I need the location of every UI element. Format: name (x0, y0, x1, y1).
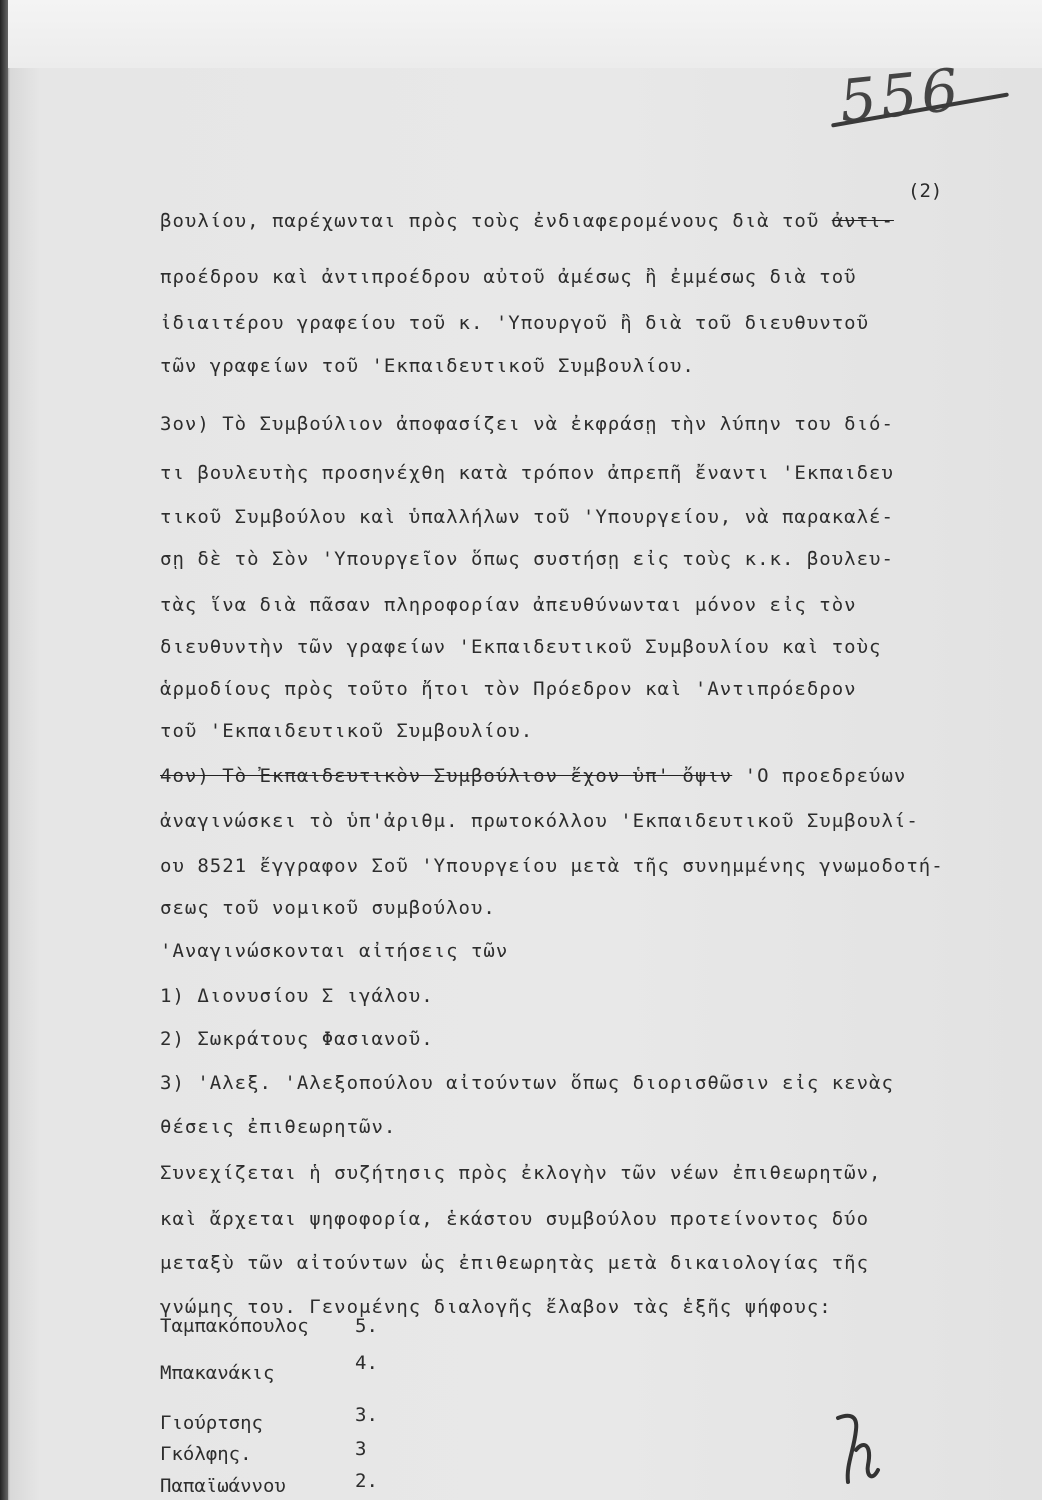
text-line-14: ἀναγινώσκει τὸ ὑπ'ἀριθμ. πρωτοκόλλου 'Εκπαιδευτικοῦ Συμβουλί- (160, 810, 919, 832)
list-item-1: 1) Διονυσίου Σ ιγάλου. (160, 985, 434, 1007)
text-line-1 (160, 210, 894, 232)
text-line-12: τοῦ 'Εκπαιδευτικοῦ Συμβουλίου. (160, 720, 534, 742)
candidate-name: Γκόλφης. (160, 1443, 252, 1465)
text-line-25: γνώμης του. Γενομένης διαλογῆς ἔλαβον τὰς ἑξῆς ψήφους: (160, 1296, 832, 1318)
vote-count: 4. (355, 1352, 378, 1374)
list-item-2: 2) Σωκράτους Φασιανοῦ. (160, 1028, 434, 1050)
candidate-name: Μπακανάκις (160, 1362, 275, 1384)
text-line-7: τικοῦ Συμβούλου καὶ ὑπαλλήλων τοῦ 'Υπουργείου, νὰ παρακαλέ- (160, 506, 894, 528)
candidate-name: Γιούρτσης (160, 1412, 263, 1434)
vote-count: 2. (355, 1470, 378, 1492)
text-line-5: 3ον) Τὸ Συμβούλιον ἀποφασίζει νὰ ἐκφράσῃ τὴν λύπην του διό- (160, 413, 894, 435)
text-line-21: θέσεις ἐπιθεωρητῶν. (160, 1116, 397, 1138)
scan-binding-edge (0, 0, 8, 1500)
top-margin (0, 0, 1042, 68)
text-line-11: ἁρμοδίους πρὸς τοῦτο ἤτοι τὸν Πρόεδρον καὶ 'Αντιπρόεδρον (160, 678, 857, 700)
text-line-22: Συνεχίζεται ἡ συζήτησις πρὸς ἐκλογὴν τῶν νέων ἐπιθεωρητῶν, (160, 1162, 882, 1184)
list-item-3: 3) 'Αλεξ. 'Αλεξοπούλου αἰτούντων ὅπως διορισθῶσιν εἰς κενὰς (160, 1072, 894, 1094)
text-line-6: τι βουλευτὴς προσηνέχθη κατὰ τρόπον ἀπρεπῆ ἔναντι 'Εκπαιδευ (160, 462, 894, 484)
vote-count: 3. (355, 1404, 378, 1426)
text-line-4: τῶν γραφείων τοῦ 'Εκπαιδευτικοῦ Συμβουλίου. (160, 355, 695, 377)
text-line-1-content: βουλίου, παρέχωνται πρὸς τοὺς ἐνδιαφερομένους διὰ τοῦ (160, 210, 820, 232)
struck-word: ἀντι- (831, 210, 894, 232)
text-line-17: 'Αναγινώσκονται αἰτήσεις τῶν (160, 940, 509, 962)
text-line-16: σεως τοῦ νομικοῦ συμβούλου. (160, 897, 496, 919)
text-line-13 (160, 765, 906, 787)
vote-count: 3 (355, 1438, 367, 1460)
text-line-15: ου 8521 ἔγγραφον Σοῦ 'Υπουργείου μετὰ τῆς συνημμένης γνωμοδοτή- (160, 855, 944, 877)
text-line-8: σῃ δὲ τὸ Σὸν 'Υπουργεῖον ὅπως συστήσῃ εἰς τοὺς κ.κ. βουλευ- (160, 548, 894, 570)
struck-phrase: 4ον) Τὸ Ἐκπαιδευτικὸν Συμβούλιον ἔχον ὑπ' ὄψιν (160, 765, 733, 787)
text-line-3: ἰδιαιτέρου γραφείου τοῦ κ. 'Υπουργοῦ ἢ διὰ τοῦ διευθυντοῦ (160, 312, 870, 334)
page-number: (2) (908, 180, 943, 202)
text-line-23: καὶ ἄρχεται ψηφοφορία, ἑκάστου συμβούλου προτείνοντος δύο (160, 1208, 870, 1230)
text-line-2: προέδρου καὶ ἀντιπροέδρου αὐτοῦ ἀμέσως ἢ ἐμμέσως διὰ τοῦ (160, 266, 857, 288)
text-line-10: διευθυντὴν τῶν γραφείων 'Εκπαιδευτικοῦ Συμβουλίου καὶ τοὺς (160, 636, 882, 658)
vote-count: 5. (355, 1315, 378, 1337)
text-line-9: τὰς ἵνα διὰ πᾶσαν πληροφορίαν ἀπευθύνωνται μόνον εἰς τὸν (160, 594, 857, 616)
text-line-24: μεταξὺ τῶν αἰτούντων ὡς ἐπιθεωρητὰς μετὰ δικαιολογίας τῆς (160, 1252, 870, 1274)
candidate-name: Ταμπακόπουλος (160, 1315, 309, 1337)
text-line-13-content: 'Ο προεδρεύων (744, 765, 907, 787)
candidate-name: Παπαϊωάννου (160, 1475, 286, 1497)
handwritten-folio-number: 556 (836, 55, 966, 136)
handwritten-initials-mark (828, 1410, 888, 1490)
